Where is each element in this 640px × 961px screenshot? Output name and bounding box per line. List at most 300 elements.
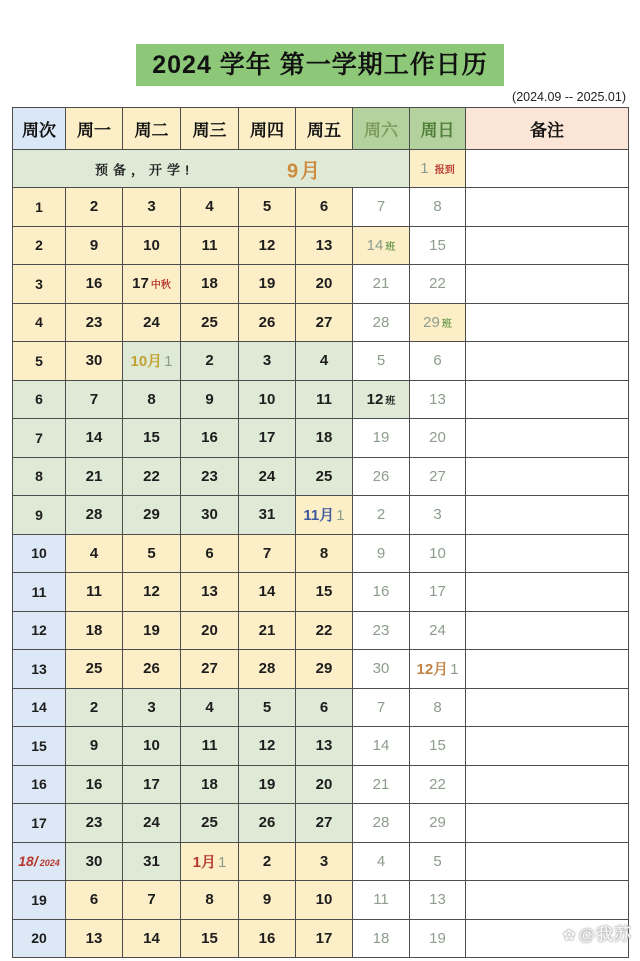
day-cell xyxy=(410,842,466,881)
week-number-cell xyxy=(13,804,66,843)
day-cell xyxy=(123,534,181,573)
column-header-wed: 周三 xyxy=(181,108,239,150)
day-cell xyxy=(353,804,410,843)
day-cell xyxy=(66,765,123,804)
week-number-cell xyxy=(13,457,66,496)
cell-text: 15 xyxy=(31,737,47,754)
day-cell xyxy=(123,457,181,496)
week-number-cell xyxy=(13,265,66,304)
cell-text: 20 xyxy=(429,429,446,447)
day-cell xyxy=(353,573,410,612)
remark-cell xyxy=(466,727,629,766)
cell-text: 20 xyxy=(31,930,47,947)
day-cell xyxy=(410,303,466,342)
cell-text: 25 xyxy=(201,814,218,832)
week-row-7 xyxy=(13,419,629,458)
cell-text: 18 xyxy=(201,275,218,293)
cell-text: 14 xyxy=(31,699,47,716)
cell-text: 25 xyxy=(315,467,333,485)
day-cell xyxy=(181,611,239,650)
day-cell xyxy=(410,380,466,419)
cell-text: 19 xyxy=(143,621,160,639)
cell-text: 19 xyxy=(429,929,446,947)
day-cell xyxy=(296,765,353,804)
cell-text: 19 xyxy=(258,775,276,793)
cell-text: 20 xyxy=(315,275,333,293)
cell-text: 18 xyxy=(85,621,103,639)
day-cell xyxy=(410,650,466,689)
day-cell xyxy=(123,688,181,727)
cell-text: 6 xyxy=(35,391,43,408)
remark-cell xyxy=(466,419,629,458)
week-number-cell xyxy=(13,303,66,342)
cell-text: 22 xyxy=(429,775,446,793)
remark-cell xyxy=(466,496,629,535)
week-row-1 xyxy=(13,188,629,227)
day-cell xyxy=(123,303,181,342)
cell-text: 26 xyxy=(372,467,390,485)
cell-text: 7 xyxy=(262,544,272,562)
remark-cell xyxy=(466,457,629,496)
cell-text: 12 xyxy=(31,622,47,639)
cell-text: 3 xyxy=(147,198,156,216)
cell-text: 20 xyxy=(201,621,218,639)
day-cell xyxy=(296,573,353,612)
day-cell xyxy=(181,342,239,381)
cell-text: 28 xyxy=(258,660,276,678)
day-cell xyxy=(66,919,123,958)
remark-cell xyxy=(466,150,629,188)
day-cell xyxy=(66,303,123,342)
cell-text: 13 xyxy=(315,236,333,254)
cell-text: 13 xyxy=(85,929,103,947)
cell-text: 12 xyxy=(258,236,276,254)
cell-text: 16 xyxy=(258,929,276,947)
day-cell xyxy=(410,573,466,612)
day-cell xyxy=(296,881,353,920)
remark-cell xyxy=(466,188,629,227)
day-cell xyxy=(181,688,239,727)
day-cell xyxy=(239,534,296,573)
remark-cell xyxy=(466,650,629,689)
day-cell xyxy=(181,419,239,458)
cell-text: 4 xyxy=(89,544,99,562)
week-row-18 xyxy=(13,842,629,881)
cell-text: 26 xyxy=(258,814,276,832)
day-cell xyxy=(66,457,123,496)
day-cell xyxy=(296,342,353,381)
day-cell xyxy=(410,688,466,727)
week-number-cell xyxy=(13,881,66,920)
day-cell xyxy=(410,496,466,535)
day-cell xyxy=(296,919,353,958)
day-cell xyxy=(353,534,410,573)
registration-label: 报到 xyxy=(434,165,455,176)
day-cell xyxy=(353,342,410,381)
day-cell xyxy=(181,919,239,958)
cell-text: 5 xyxy=(35,352,43,369)
week-row-5 xyxy=(13,342,629,381)
remark-cell xyxy=(466,265,629,304)
cell-text: 12 xyxy=(143,583,160,601)
day-cell xyxy=(353,688,410,727)
day-cell xyxy=(353,226,410,265)
day-cell xyxy=(123,342,181,381)
week-number-cell xyxy=(13,842,66,881)
cell-text: 31 xyxy=(143,852,160,870)
day-cell xyxy=(239,765,296,804)
remark-cell xyxy=(466,303,629,342)
cell-text: 30 xyxy=(85,352,103,370)
day-cell xyxy=(239,727,296,766)
day-cell xyxy=(66,573,123,612)
day-cell xyxy=(181,765,239,804)
day-cell xyxy=(123,226,181,265)
september-banner-cell xyxy=(13,150,410,188)
cell-text: 11 xyxy=(201,236,218,254)
cell-text: 24 xyxy=(143,313,160,331)
day-cell xyxy=(66,611,123,650)
week-number-cell xyxy=(13,419,66,458)
day-cell xyxy=(239,188,296,227)
cell-text: 30 xyxy=(85,852,103,870)
day-cell xyxy=(181,457,239,496)
cell-text: 17 xyxy=(315,929,333,947)
cell-text: 9 xyxy=(35,506,43,523)
day-cell xyxy=(239,457,296,496)
cell-text: 10月 xyxy=(130,353,163,371)
cell-text: 4 xyxy=(205,698,214,716)
day-cell xyxy=(353,842,410,881)
day-cell xyxy=(410,265,466,304)
cell-text: 2024 xyxy=(39,858,60,869)
day-cell xyxy=(66,188,123,227)
day-cell xyxy=(181,727,239,766)
cell-text: 15 xyxy=(201,929,218,947)
cell-text: 15 xyxy=(429,236,446,254)
day-cell xyxy=(123,765,181,804)
week-row-15 xyxy=(13,727,629,766)
week-row-3 xyxy=(13,265,629,304)
september-first-day-cell xyxy=(410,150,466,188)
day-cell xyxy=(239,881,296,920)
cell-text: 15 xyxy=(143,429,160,447)
cell-text: 17 xyxy=(143,775,160,793)
remark-cell xyxy=(466,881,629,920)
cell-text: 28 xyxy=(372,814,390,832)
day-cell xyxy=(353,303,410,342)
cell-text: 12月 xyxy=(416,661,449,679)
cell-text: 7 xyxy=(89,390,99,408)
week-row-14 xyxy=(13,688,629,727)
day-cell xyxy=(296,611,353,650)
cell-text: 6 xyxy=(433,352,442,370)
week-number-cell xyxy=(13,919,66,958)
day-cell xyxy=(239,842,296,881)
day-cell xyxy=(353,881,410,920)
cell-text: 22 xyxy=(429,275,446,293)
cell-text: 6 xyxy=(89,891,99,909)
cell-text: 27 xyxy=(201,660,218,678)
cell-text: 15 xyxy=(429,737,446,755)
cell-text: 2 xyxy=(89,698,99,716)
remark-cell xyxy=(466,842,629,881)
september-month-label: 9月 xyxy=(287,160,323,182)
cell-text: 4 xyxy=(376,852,386,870)
cell-text: 3 xyxy=(147,698,156,716)
cell-text: 11月 xyxy=(303,507,335,525)
day-cell xyxy=(410,534,466,573)
cell-text: 4 xyxy=(319,352,329,370)
day-cell xyxy=(296,303,353,342)
day-cell xyxy=(181,804,239,843)
day-cell xyxy=(353,380,410,419)
remark-cell xyxy=(466,342,629,381)
day-cell xyxy=(123,650,181,689)
cell-text: 班 xyxy=(385,395,396,407)
cell-text: 16 xyxy=(85,775,103,793)
day-cell xyxy=(353,919,410,958)
day-cell xyxy=(239,496,296,535)
date-range-subtitle: (2024.09 -- 2025.01) xyxy=(512,90,626,104)
cell-text: 8 xyxy=(433,698,442,716)
week-number-cell xyxy=(13,188,66,227)
day-cell xyxy=(181,842,239,881)
cell-text: 3 xyxy=(319,852,329,870)
cell-text: 16 xyxy=(372,583,390,601)
day-cell xyxy=(353,765,410,804)
cell-text: 1 xyxy=(164,353,173,371)
week-row-13 xyxy=(13,650,629,689)
cell-text: 17 xyxy=(132,275,149,293)
day-cell xyxy=(66,650,123,689)
column-header-thu: 周四 xyxy=(239,108,296,150)
semester-calendar-table xyxy=(12,107,629,958)
day-cell xyxy=(239,265,296,304)
cell-text: 22 xyxy=(143,467,160,485)
cell-text: 27 xyxy=(429,467,446,485)
cell-text: 21 xyxy=(258,621,276,639)
day-cell xyxy=(123,496,181,535)
cell-text: 24 xyxy=(258,467,276,485)
cell-text: 1 xyxy=(450,661,459,679)
day-cell xyxy=(66,534,123,573)
cell-text: 11 xyxy=(316,390,332,408)
day-cell xyxy=(410,419,466,458)
cell-text: 23 xyxy=(372,621,390,639)
day-cell xyxy=(66,804,123,843)
cell-text: 10 xyxy=(143,737,160,755)
cell-text: 19 xyxy=(31,891,47,908)
week-number-cell xyxy=(13,380,66,419)
cell-text: 18 xyxy=(315,429,333,447)
day-cell xyxy=(66,419,123,458)
cell-text: 18 xyxy=(201,775,218,793)
day-cell xyxy=(181,265,239,304)
week-number-cell xyxy=(13,688,66,727)
day-cell xyxy=(123,611,181,650)
day-cell xyxy=(66,842,123,881)
cell-text: 6 xyxy=(205,544,214,562)
cell-text: 9 xyxy=(89,737,99,755)
day-cell xyxy=(353,419,410,458)
week-row-8 xyxy=(13,457,629,496)
cell-text: 22 xyxy=(315,621,333,639)
calendar-header-row xyxy=(13,108,629,150)
cell-text: 30 xyxy=(372,660,390,678)
cell-text: 3 xyxy=(35,275,43,292)
cell-text: 21 xyxy=(85,467,103,485)
cell-text: 5 xyxy=(262,198,272,216)
cell-text: 28 xyxy=(372,313,390,331)
remark-cell xyxy=(466,573,629,612)
cell-text: 24 xyxy=(429,621,446,639)
day-cell xyxy=(410,342,466,381)
cell-text: 5 xyxy=(147,544,156,562)
day-cell xyxy=(123,919,181,958)
cell-text: 2 xyxy=(205,352,214,370)
cell-text: 27 xyxy=(315,814,333,832)
cell-text: 7 xyxy=(35,429,43,446)
cell-text: 23 xyxy=(201,467,218,485)
cell-text: 9 xyxy=(262,891,272,909)
day-cell xyxy=(239,303,296,342)
cell-text: 2 xyxy=(376,506,386,524)
cell-text: 14 xyxy=(258,583,276,601)
day-cell xyxy=(123,804,181,843)
week-row-2 xyxy=(13,226,629,265)
day-cell xyxy=(181,573,239,612)
day-cell xyxy=(239,611,296,650)
day-cell xyxy=(239,650,296,689)
day-cell xyxy=(123,881,181,920)
day-cell xyxy=(296,419,353,458)
day-cell xyxy=(353,611,410,650)
cell-text: 10 xyxy=(31,545,47,562)
cell-text: 13 xyxy=(201,583,218,601)
day-cell xyxy=(353,496,410,535)
cell-text: 16 xyxy=(85,275,103,293)
cell-text: 14 xyxy=(372,737,390,755)
week-row-4 xyxy=(13,303,629,342)
day-cell xyxy=(410,611,466,650)
day-cell xyxy=(66,342,123,381)
remark-cell xyxy=(466,226,629,265)
day-cell xyxy=(239,419,296,458)
cell-text: 2 xyxy=(89,198,99,216)
cell-text: 19 xyxy=(258,275,276,293)
semester-start-note: 预备，开学! xyxy=(95,162,195,177)
day-cell xyxy=(410,188,466,227)
cell-text: 8 xyxy=(433,198,442,216)
cell-text: 23 xyxy=(85,814,103,832)
cell-text: 8 xyxy=(319,544,329,562)
day-cell xyxy=(296,727,353,766)
cell-text: 19 xyxy=(372,429,390,447)
cell-text: 9 xyxy=(376,544,386,562)
cell-text: 7 xyxy=(376,698,386,716)
day-cell xyxy=(181,188,239,227)
cell-text: 11 xyxy=(31,583,47,600)
cell-text: 9 xyxy=(89,236,99,254)
day-cell xyxy=(123,727,181,766)
remark-cell xyxy=(466,611,629,650)
remark-cell xyxy=(466,765,629,804)
cell-text: 2 xyxy=(35,237,43,254)
day-cell xyxy=(181,881,239,920)
column-header-sun: 周日 xyxy=(410,108,466,150)
cell-text: 11 xyxy=(86,583,102,601)
day-cell xyxy=(123,419,181,458)
cell-text: 8 xyxy=(147,390,156,408)
cell-text: 11 xyxy=(373,891,389,909)
cell-text: 中秋 xyxy=(150,280,171,292)
cell-text: 3 xyxy=(262,352,272,370)
day-cell xyxy=(239,919,296,958)
week-row-19 xyxy=(13,881,629,920)
page-title: 2024 学年 第一学期工作日历 xyxy=(136,44,504,86)
day-cell xyxy=(353,457,410,496)
week-row-9 xyxy=(13,496,629,535)
day-cell xyxy=(66,881,123,920)
day-cell xyxy=(181,226,239,265)
day-cell xyxy=(296,650,353,689)
cell-text: 11 xyxy=(201,737,218,755)
week-row-16 xyxy=(13,765,629,804)
cell-text: 14 xyxy=(366,236,384,254)
cell-text: 26 xyxy=(258,313,276,331)
watermark-text: @我苏 xyxy=(578,925,632,944)
week-row-12 xyxy=(13,611,629,650)
cell-text: 16 xyxy=(31,776,47,793)
week-number-cell xyxy=(13,534,66,573)
cell-text: 30 xyxy=(201,506,218,524)
cell-text: 4 xyxy=(35,314,43,331)
cell-text: 27 xyxy=(315,313,333,331)
week-number-cell xyxy=(13,650,66,689)
column-header-tue: 周二 xyxy=(123,108,181,150)
week-number-cell xyxy=(13,611,66,650)
day-cell xyxy=(296,534,353,573)
day-cell xyxy=(123,265,181,304)
cell-text: 3 xyxy=(433,506,442,524)
day-cell xyxy=(239,688,296,727)
day-cell xyxy=(123,573,181,612)
week-number-cell xyxy=(13,342,66,381)
week-row-6 xyxy=(13,380,629,419)
cell-text: 25 xyxy=(201,313,218,331)
cell-text: 班 xyxy=(385,241,396,253)
cell-text: 班 xyxy=(441,318,452,330)
cell-text: 7 xyxy=(376,198,386,216)
day-cell xyxy=(123,842,181,881)
cell-text: 29 xyxy=(429,814,446,832)
day-cell xyxy=(239,342,296,381)
cell-text: 21 xyxy=(372,775,390,793)
day-cell xyxy=(296,457,353,496)
cell-text: 17 xyxy=(429,583,446,601)
day-cell xyxy=(181,650,239,689)
cell-text: 12 xyxy=(258,737,276,755)
cell-text: 13 xyxy=(429,891,446,909)
day-cell xyxy=(410,919,466,958)
cell-text: 5 xyxy=(376,352,386,370)
cell-text: 8 xyxy=(35,468,43,485)
week-row-11 xyxy=(13,573,629,612)
cell-text: 21 xyxy=(372,275,390,293)
cell-text: 24 xyxy=(143,814,160,832)
cell-text: 28 xyxy=(85,506,103,524)
